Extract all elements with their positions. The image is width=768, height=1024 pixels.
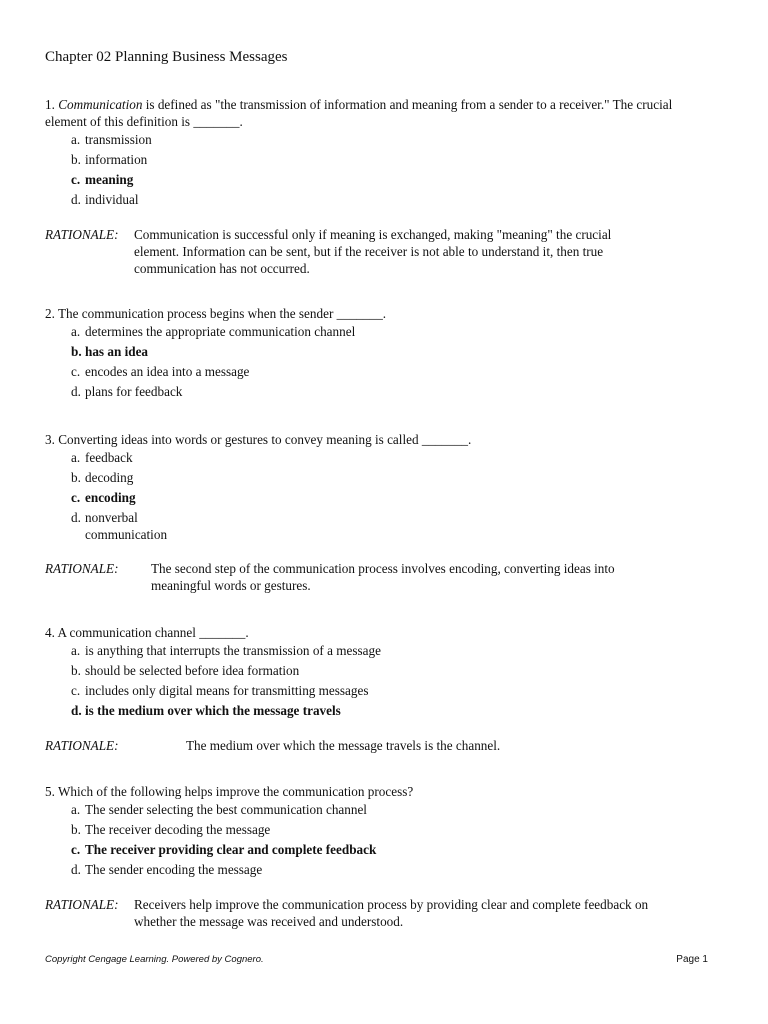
option-letter: c. <box>71 490 81 505</box>
question-stem <box>45 305 685 322</box>
option-text: nonverbal communication <box>85 510 168 542</box>
rationale-text: Receivers help improve the communication process by providing clear and complete feedback on whether the message was received and understood. <box>134 897 649 929</box>
option-letter: b. <box>71 470 81 485</box>
rationale-3 <box>45 560 651 594</box>
option-b <box>71 661 685 681</box>
question-5 <box>45 783 685 880</box>
question-3 <box>45 431 685 546</box>
question-number: 5. <box>45 784 55 799</box>
answer-options <box>45 322 685 402</box>
rationale-1 <box>45 226 654 277</box>
page-title: Chapter 02 Planning Business Messages <box>45 49 288 65</box>
option-text: decoding <box>85 470 134 485</box>
option-text: The receiver providing clear and complete feedback <box>85 842 377 857</box>
option-text: transmission <box>85 132 152 147</box>
option-letter: a. <box>71 324 81 339</box>
option-letter: a. <box>71 450 81 465</box>
question-number: 1. <box>45 97 55 112</box>
option-text: includes only digital means for transmitting messages <box>85 683 369 698</box>
option-d <box>71 382 685 402</box>
option-b <box>71 820 685 840</box>
rationale-label: RATIONALE: <box>45 561 119 576</box>
option-text: feedback <box>85 450 133 465</box>
option-d <box>71 508 685 546</box>
option-d <box>71 190 685 210</box>
answer-options <box>45 641 685 721</box>
option-c-correct <box>71 488 685 508</box>
option-a <box>71 448 685 468</box>
option-letter: a. <box>71 802 81 817</box>
stem-text: A communication channel _______. <box>57 625 249 640</box>
option-d <box>71 860 685 880</box>
question-stem <box>45 624 685 641</box>
question-4 <box>45 624 685 721</box>
option-text: information <box>85 152 148 167</box>
answer-options <box>45 448 685 546</box>
option-letter: c. <box>71 364 81 379</box>
option-text: The receiver decoding the message <box>85 822 271 837</box>
option-text: is anything that interrupts the transmission of a message <box>85 643 381 658</box>
rationale-label: RATIONALE: <box>45 738 119 753</box>
question-number: 3. <box>45 432 55 447</box>
option-letter: c. <box>71 842 81 857</box>
option-text: individual <box>85 192 139 207</box>
option-c <box>71 362 685 382</box>
question-1 <box>45 96 685 210</box>
option-letter: c. <box>71 172 81 187</box>
option-letter: b. <box>71 663 81 678</box>
rationale-label: RATIONALE: <box>45 227 119 242</box>
stem-text: is defined as "the transmission of information and meaning from a sender to a receiver." The crucial element of this definition is _______. <box>45 97 673 129</box>
answer-options <box>45 800 685 880</box>
option-letter: d. <box>71 384 81 399</box>
option-letter: b. <box>71 822 81 837</box>
stem-text: Converting ideas into words or gestures to convey meaning is called _______. <box>58 432 472 447</box>
question-number: 4. <box>45 625 55 640</box>
option-a <box>71 130 685 150</box>
option-letter: d. <box>71 192 81 207</box>
option-text: encoding <box>85 490 136 505</box>
option-letter: d. <box>71 510 81 525</box>
question-stem <box>45 96 685 130</box>
option-text: should be selected before idea formation <box>85 663 300 678</box>
question-stem <box>45 783 685 800</box>
option-letter: b. <box>71 152 81 167</box>
option-text: encodes an idea into a message <box>85 364 250 379</box>
option-c-correct <box>71 170 685 190</box>
option-text: The sender encoding the message <box>85 862 263 877</box>
option-letter: a. <box>71 132 81 147</box>
answer-options <box>45 130 685 210</box>
option-a <box>71 800 685 820</box>
footer-page-number: Page 1 <box>676 954 708 965</box>
rationale-text: The medium over which the message travels is the channel. <box>186 738 501 753</box>
question-number: 2. <box>45 306 55 321</box>
option-letter: b. <box>71 344 82 359</box>
option-b-correct <box>71 342 685 362</box>
rationale-text: The second step of the communication process involves encoding, converting ideas into meaningful words or gestures. <box>151 561 615 593</box>
option-b <box>71 150 685 170</box>
option-b <box>71 468 685 488</box>
footer-copyright: Copyright Cengage Learning. Powered by Cognero. <box>45 954 264 965</box>
option-text: The sender selecting the best communication channel <box>85 802 367 817</box>
option-a <box>71 322 685 342</box>
question-2 <box>45 305 685 402</box>
rationale-4 <box>45 737 666 754</box>
option-letter: d. <box>71 862 81 877</box>
option-text: determines the appropriate communication channel <box>85 324 356 339</box>
rationale-5 <box>45 896 662 930</box>
rationale-label: RATIONALE: <box>45 897 119 912</box>
stem-text: Which of the following helps improve the communication process? <box>57 784 414 799</box>
question-stem <box>45 431 685 448</box>
option-text: is the medium over which the message travels <box>85 703 341 718</box>
option-a <box>71 641 685 661</box>
option-c-correct <box>71 840 685 860</box>
option-d-correct <box>71 701 685 721</box>
rationale-text: Communication is successful only if meaning is exchanged, making "meaning" the crucial element. Information can be sent, but if the receiver is not able to understand it, then true communication has not occurred. <box>134 227 612 276</box>
option-text: has an idea <box>85 344 149 359</box>
option-text: meaning <box>85 172 134 187</box>
option-letter: c. <box>71 683 81 698</box>
stem-text: The communication process begins when the sender _______. <box>57 306 387 321</box>
option-letter: d. <box>71 703 82 718</box>
option-letter: a. <box>71 643 81 658</box>
defined-term: Communication <box>58 97 143 112</box>
option-c <box>71 681 685 701</box>
option-text: plans for feedback <box>85 384 183 399</box>
